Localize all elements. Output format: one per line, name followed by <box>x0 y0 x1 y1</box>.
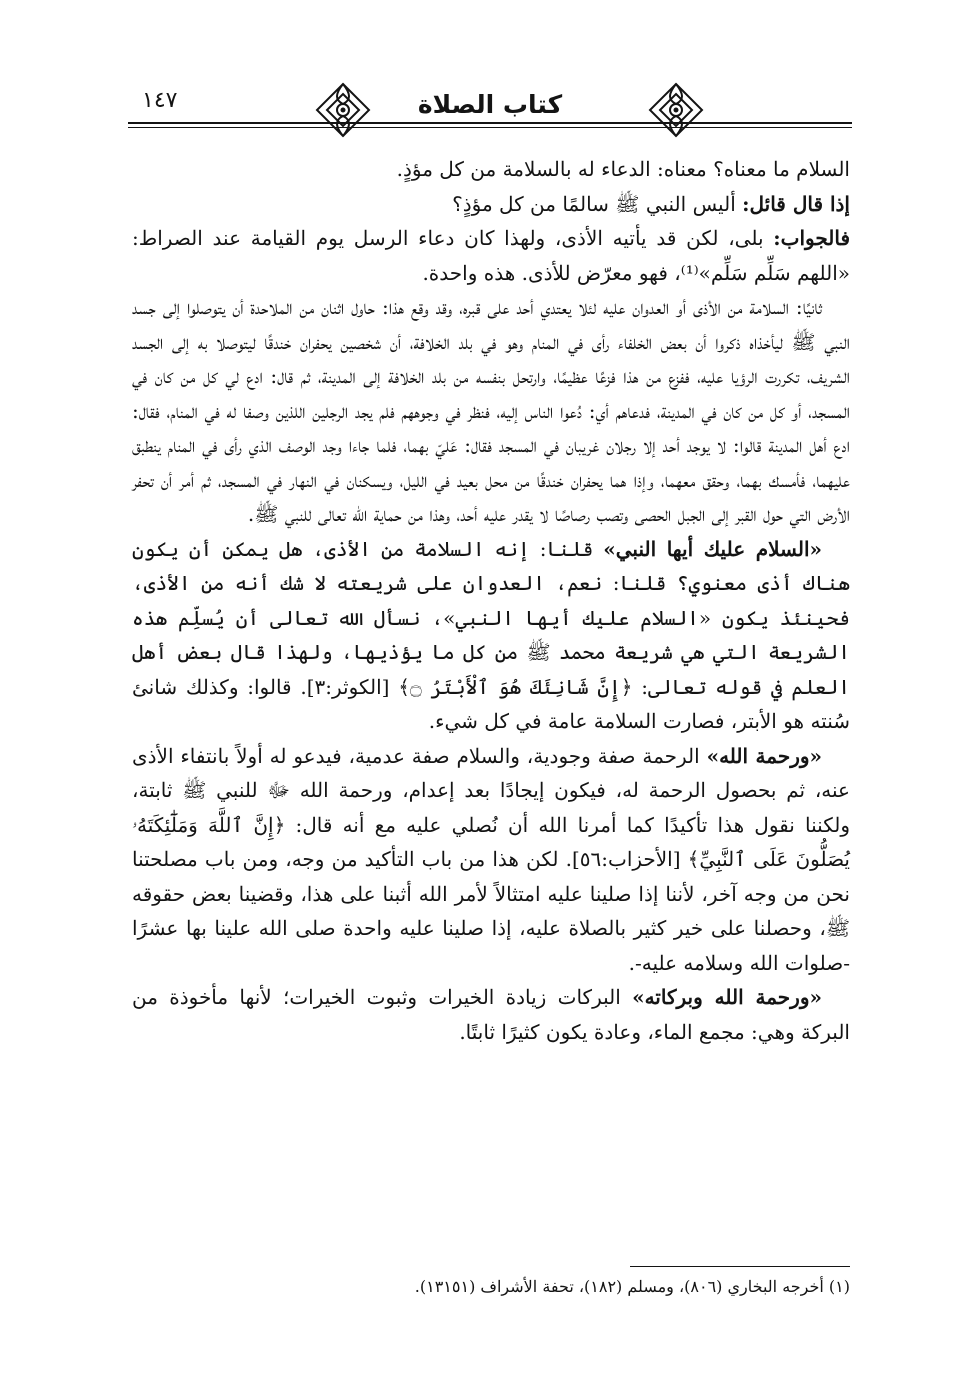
page-number: ١٤٧ <box>142 88 178 113</box>
paragraph-5-lead: «السلام عليك أيها النبي» <box>603 536 822 561</box>
header-rule <box>128 122 852 124</box>
paragraph-3-lead: فالجواب: <box>773 226 851 250</box>
header-rule-thin <box>128 127 852 128</box>
paragraph-3 <box>132 221 850 290</box>
book-title: كتاب الصلاة <box>417 90 563 119</box>
paragraph-7-text: البركات زيادة الخيرات وثبوت الخيرات؛ لأنها مأخوذة من البركة وهي: مجمع الماء، وعادة يكون كثيرًا ثابتًا. <box>132 985 850 1044</box>
paragraph-2 <box>132 187 850 222</box>
paragraph-1 <box>132 152 850 187</box>
paragraph-7 <box>132 980 850 1049</box>
page-header <box>128 78 852 144</box>
paragraph-7-lead: «ورحمة الله وبركاته» <box>632 985 822 1009</box>
paragraph-4 <box>132 290 850 532</box>
paragraph-3-text: بلى، لكن قد يأتيه الأذى، ولهذا كان دعاء الرسل يوم القيامة عند الصراط: «اللهم سَلِّم سَلِّم»⁽¹⁾، فهو معرّض للأذى. هذه واحدة. <box>132 226 850 285</box>
footnote: (١) أخرجه البخاري (٨٠٦)، ومسلم (١٨٢)، تحفة الأشراف (١٣١٥١). <box>414 1277 850 1296</box>
footnote-divider <box>630 1266 850 1267</box>
paragraph-1-text: السلام ما معناه؟ معناه: الدعاء له بالسلامة من كل مؤذٍ. <box>396 157 850 181</box>
paragraph-5 <box>132 532 850 739</box>
paragraph-6-lead: «ورحمة الله» <box>706 743 823 768</box>
paragraph-2-lead: إذا قال قائل: <box>742 191 850 216</box>
paragraph-5-text: قلنا: إنه السلامة من الأذى، هل يمكن أن يكون هناك أذى معنوي؟ قلنا: نعم، العدوان على شريعته لا شك أنه من الأذى، فحينئذ يكون «السلام عليك أيها النبي»، نسأل الله تعالى أن يُسلِّم هذه الشريعة التي هي شريعة محمد ﷺ من كل ما يؤذيها، ولهذا قال بعض أهل العلم في قوله تعالى: ﴿إِنَّ شَانِئَكَ هُوَ ٱلْأَبْتَرُ ۝﴾ [الكوثر:٣]. قالوا: وكذلك شانئ سُنته هو الأبتر، فصارت السلامة عامة في كل شيء. <box>132 536 851 733</box>
paragraph-6-text: الرحمة صفة وجودية، والسلام صفة عدمية، فيدعو له أولاً بانتفاء الأذى عنه، ثم بحصول الرحمة له، فيكون إيجادًا بعد إعدام، ورحمة الله ﷻ للنبي ﷺ ثابتة، ولكننا نقول هذا تأكيدًا كما أمرنا الله أن نُصلي عليه مع أنه قال: ﴿إِنَّ ٱللَّهَ وَمَلَٰٓئِكَتَهُۥ يُصَلُّونَ عَلَى ٱلنَّبِيِّ﴾ [الأحزاب:٥٦]. لكن هذا من باب التأكيد من وجه، ومن باب مصلحتنا نحن من وجه آخر، لأننا إذا صلينا عليه امتثالاً لأمر الله أثبنا على هذا، وقضينا بعض حقوقه ﷺ، وحصلنا على خير كثير بالصلاة عليه، إذا صلينا عليه واحدة صلى الله علينا بها عشرًا -صلوات الله وسلامه عليه-. <box>132 743 851 975</box>
ornament-right-icon <box>646 80 706 140</box>
paragraph-2-text: أليس النبي ﷺ سالمًا من كل مؤذٍ؟ <box>452 191 743 216</box>
paragraph-4-text: ثانيًا: السلامة من الأذى أو العدوان عليه لئلا يعتدي أحد على قبره، وقد وقع هذا: حاول اثنان من الملاحدة أن يتوصلوا إلى جسد النبي ﷺ ليأخذاه ذكروا أن بعض الخلفاء رأى في المنام وهو في بلد الخلافة، أن شخصين يحفران خندقًا ليتوصلا به إلى الجسد الشريف، تكررت الرؤيا عليه، ففزع من هذا فزعًا عظيمًا، وارتحل بنفسه من بلد الخلافة إلى المدينة، ثم قال: ادع لي كل من كان في المسجد، أو كل من كان في المدينة، فدعاهم أي: دُعوا الناس إليه، فنظر في وجوههم فلم يجد الرجلين اللذين وصفا له في المنام، فقال: ادع أهل المدينة قالوا: لا يوجد أحد إلا رجلان غريبان في المسجد فقال: عَليّ بهما، فلما جاءا وجد الوصف الذي رأى في المنام ينطبق عليهما، فأمسك بهما، وحقق معهما، وإذا هما يحفران خندقًا من محل بعيد في الليل، ويسكنان في النهار في المسجد، ثم أمر أن تحفر الأرض التي حول القبر إلى الجبل الحصى وتصب رصاصًا لا يقدر عليه أحد، وهذا من حماية الله تعالى للنبي ﷺ. <box>132 295 850 526</box>
body-text <box>132 152 850 1049</box>
paragraph-6 <box>132 739 850 981</box>
